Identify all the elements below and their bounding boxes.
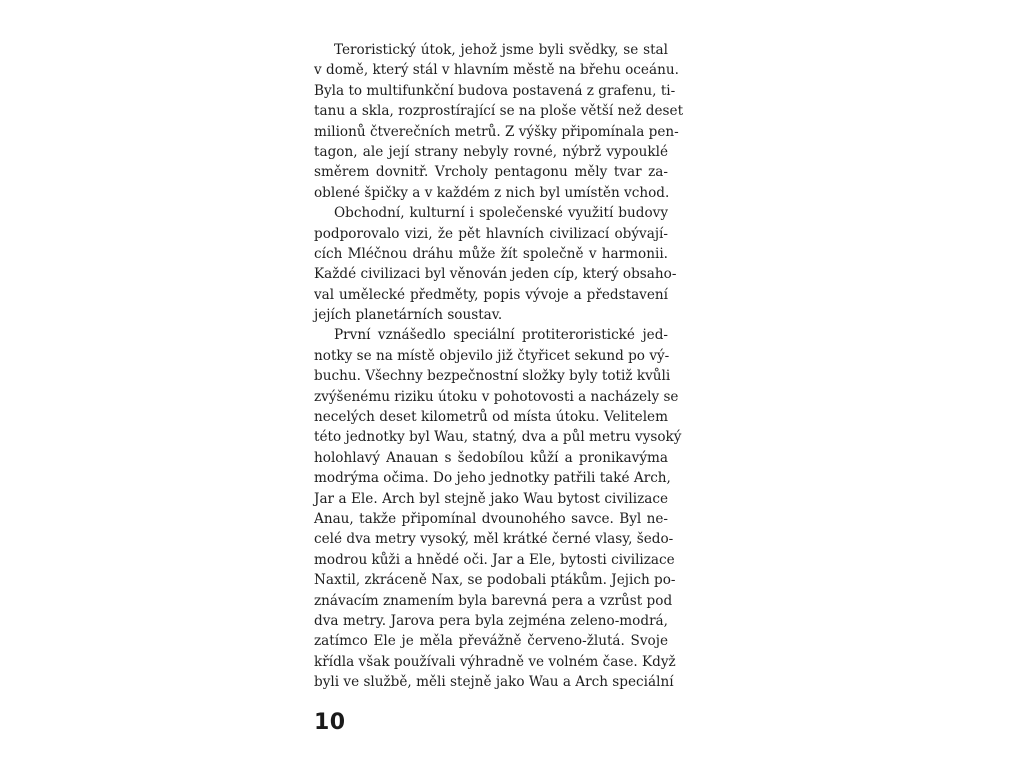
text-line: celé dva metry vysoký, měl krátké černé vlasy, šedo- xyxy=(314,531,674,548)
text-line: zatímco Ele je měla převážně červeno-žlutá. Svoje xyxy=(314,633,668,650)
text-line: cích Mléčnou dráhu může žít společně v harmonii. xyxy=(314,245,668,262)
text-line: směrem dovnitř. Vrcholy pentagonu měly tvar za- xyxy=(314,164,668,181)
text-line: holohlavý Anauan s šedobílou kůží a pronikavýma xyxy=(314,449,668,466)
text-line: val umělecké předměty, popis vývoje a představení xyxy=(314,286,668,303)
text-line: podporovalo vizi, že pět hlavních civilizací obývají- xyxy=(314,225,668,242)
text-line: necelých deset kilometrů od místa útoku. Velitelem xyxy=(314,409,668,426)
text-line: v domě, který stál v hlavním městě na břehu oceánu. xyxy=(314,62,679,79)
text-line: byli ve službě, měli stejně jako Wau a Arch speciální xyxy=(314,674,674,691)
paragraph xyxy=(314,325,682,692)
text-line: křídla však používali výhradně ve volném čase. Když xyxy=(314,653,676,670)
text-line: buchu. Všechny bezpečnostní složky byly totiž kvůli xyxy=(314,368,671,385)
text-line: znávacím znamením byla barevná pera a vzrůst pod xyxy=(314,592,673,609)
text-line: modrýma očima. Do jeho jednotky patřili také Arch, xyxy=(314,470,671,487)
text-line: oblené špičky a v každém z nich byl umístěn vchod. xyxy=(314,184,670,201)
text-line: Obchodní, kulturní i společenské využití budovy xyxy=(334,205,668,222)
text-line: tanu a skla, rozprostírající se na ploše větší než deset xyxy=(314,103,684,120)
text-line: modrou kůži a hnědé oči. Jar a Ele, bytosti civilizace xyxy=(314,551,675,568)
text-line: jejích planetárních soustav. xyxy=(314,307,503,324)
text-line: První vznášedlo speciální protiteroristické jed- xyxy=(334,327,668,344)
text-line: tagon, ale její strany nebyly rovné, nýbrž vypouklé xyxy=(314,143,668,160)
text-line: dva metry. Jarova pera byla zejména zeleno-modrá, xyxy=(314,612,668,629)
body-text xyxy=(314,40,684,693)
page-number: 10 xyxy=(314,710,346,735)
paragraph xyxy=(314,203,677,325)
paragraph xyxy=(314,40,684,203)
text-line: Byla to multifunkční budova postavená z grafenu, ti- xyxy=(314,82,676,99)
text-line: milionů čtverečních metrů. Z výšky připomínala pen- xyxy=(314,123,679,140)
book-page xyxy=(314,40,684,693)
text-line: Jar a Ele. Arch byl stejně jako Wau bytost civilizace xyxy=(314,490,668,507)
text-line: Anau, takže připomínal dvounohého savce. Byl ne- xyxy=(314,510,668,527)
text-line: Naxtil, zkráceně Nax, se podobali ptákům. Jejich po- xyxy=(314,572,676,589)
text-line: Teroristický útok, jehož jsme byli svědky, se stal xyxy=(334,42,668,58)
text-line: Každé civilizaci byl věnován jeden cíp, který obsaho- xyxy=(314,266,677,283)
text-line: notky se na místě objevilo již čtyřicet sekund po vý- xyxy=(314,347,670,364)
text-line: této jednotky byl Wau, statný, dva a půl metru vysoký xyxy=(314,429,682,446)
text-line: zvýšenému riziku útoku v pohotovosti a nacházely se xyxy=(314,388,679,405)
